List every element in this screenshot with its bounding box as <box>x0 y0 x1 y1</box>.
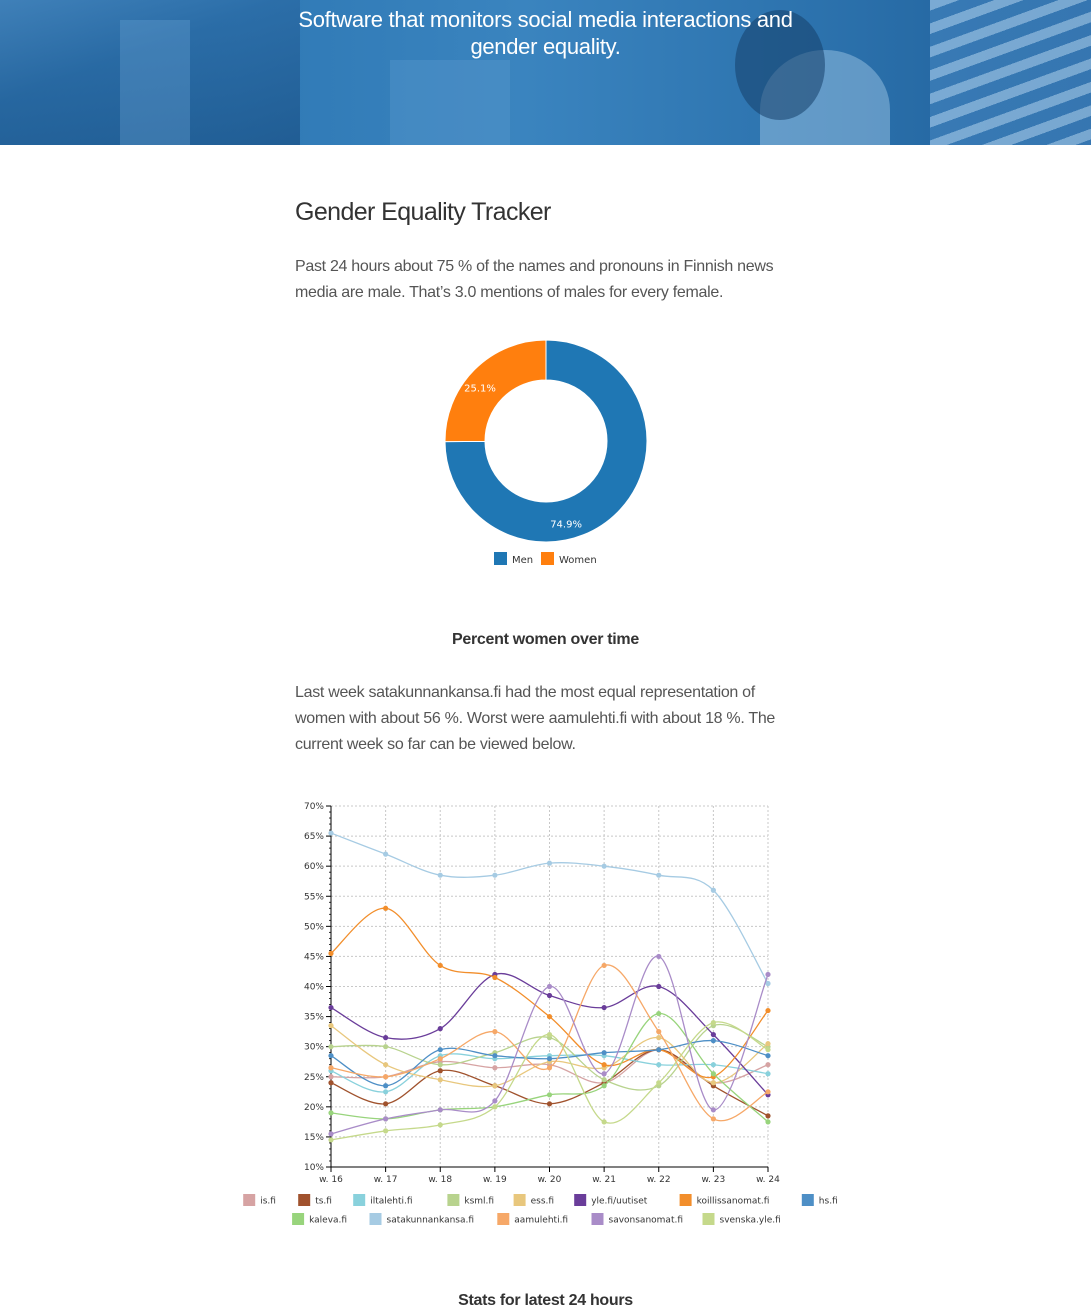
series-point-kaleva-fi <box>602 1083 607 1088</box>
legend-label-satakunnankansa-fi: satakunnankansa.fi <box>386 1215 475 1226</box>
series-point-hs-fi <box>383 1083 388 1088</box>
series-point-svenska-yle-fi <box>492 1104 497 1109</box>
legend-swatch-ess-fi <box>514 1194 526 1206</box>
series-point-hs-fi <box>492 1053 497 1058</box>
x-tick-label: w. 17 <box>373 1175 398 1185</box>
women-percent-line-chart <box>260 795 838 1245</box>
legend-label-aamulehti-fi: aamulehti.fi <box>514 1215 569 1226</box>
series-point-iltalehti-fi <box>656 1062 661 1067</box>
legend-label-iltalehti-fi: iltalehti.fi <box>370 1196 413 1207</box>
series-point-satakunnankansa-fi <box>492 873 497 878</box>
series-point-aamulehti-fi <box>438 1056 443 1061</box>
y-tick-label: 40% <box>303 982 324 993</box>
series-point-satakunnankansa-fi <box>711 888 716 893</box>
series-point-satakunnankansa-fi <box>656 873 661 878</box>
series-point-kaleva-fi <box>711 1071 716 1076</box>
legend-swatch-aamulehti-fi <box>497 1213 509 1225</box>
series-point-yle-fi-uutiset <box>602 1005 607 1010</box>
series-point-ess-fi <box>383 1062 388 1067</box>
series-point-svenska-yle-fi <box>328 1137 333 1142</box>
series-point-kaleva-fi <box>656 1011 661 1016</box>
series-point-svenska-yle-fi <box>765 1047 770 1052</box>
donut-label-women: 25.1% <box>464 383 496 395</box>
series-point-yle-fi-uutiset <box>438 1026 443 1031</box>
hero-tagline-line-2: gender equality. <box>470 34 621 59</box>
series-point-ts-fi <box>765 1113 770 1118</box>
series-point-satakunnankansa-fi <box>765 981 770 986</box>
x-tick-label: w. 19 <box>483 1175 507 1185</box>
y-tick-label: 10% <box>303 1163 324 1173</box>
page-title: Gender Equality Tracker <box>295 198 551 226</box>
series-point-aamulehti-fi <box>711 1116 716 1121</box>
series-point-hs-fi <box>328 1053 333 1058</box>
series-point-koillissanomat-fi <box>383 906 388 911</box>
series-point-yle-fi-uutiset <box>383 1035 388 1040</box>
series-point-ess-fi <box>492 1083 497 1088</box>
legend-label-ksml-fi: ksml.fi <box>464 1196 495 1207</box>
series-point-koillissanomat-fi <box>438 963 443 968</box>
series-point-hs-fi <box>547 1056 552 1061</box>
series-point-hs-fi <box>656 1047 661 1052</box>
series-point-is-fi <box>492 1065 497 1070</box>
series-point-savonsanomat-fi <box>602 1071 607 1076</box>
series-point-satakunnankansa-fi <box>547 861 552 866</box>
y-tick-label: 35% <box>303 1012 324 1023</box>
x-tick-label: w. 16 <box>319 1175 343 1185</box>
legend-swatch-kaleva-fi <box>292 1213 304 1225</box>
y-tick-label: 60% <box>303 862 324 873</box>
weekly-summary-text: Last week satakunnankansa.fi had the most equal representation of women with about 56 %. Worst were aamulehti.fi with about 18 %. The current week so far can be viewed below. <box>295 684 776 753</box>
series-point-hs-fi <box>765 1053 770 1058</box>
series-point-kaleva-fi <box>328 1110 333 1115</box>
series-point-koillissanomat-fi <box>328 951 333 956</box>
legend-label-kaleva-fi: kaleva.fi <box>309 1215 348 1226</box>
series-point-koillissanomat-fi <box>765 1008 770 1013</box>
series-point-savonsanomat-fi <box>656 954 661 959</box>
y-tick-label: 65% <box>303 832 324 843</box>
series-point-hs-fi <box>438 1047 443 1052</box>
legend-label-savonsanomat-fi: savonsanomat.fi <box>608 1215 683 1226</box>
series-point-ksml-fi <box>328 1044 333 1049</box>
series-point-aamulehti-fi <box>602 963 607 968</box>
hero-banner <box>0 0 1091 145</box>
percent-over-time-heading: Percent women over time <box>452 631 639 648</box>
legend-label-is-fi: is.fi <box>260 1196 276 1207</box>
x-tick-label: w. 23 <box>701 1175 726 1185</box>
series-point-svenska-yle-fi <box>438 1122 443 1127</box>
stats-heading: Stats for latest 24 hours <box>458 1292 633 1309</box>
series-point-ts-fi <box>547 1101 552 1106</box>
legend-swatch-savonsanomat-fi <box>592 1213 604 1225</box>
banner-photo-panel-2 <box>390 60 510 145</box>
series-point-savonsanomat-fi <box>547 984 552 989</box>
series-point-aamulehti-fi <box>383 1074 388 1079</box>
series-point-aamulehti-fi <box>656 1029 661 1034</box>
series-point-yle-fi-uutiset <box>656 984 661 989</box>
x-tick-label: w. 20 <box>537 1175 562 1185</box>
x-tick-label: w. 21 <box>592 1175 616 1185</box>
y-tick-label: 45% <box>303 952 324 963</box>
legend-swatch-yle-fi-uutiset <box>574 1194 586 1206</box>
y-tick-label: 30% <box>303 1042 324 1053</box>
series-point-svenska-yle-fi <box>547 1032 552 1037</box>
y-tick-label: 25% <box>303 1072 324 1083</box>
y-tick-label: 55% <box>303 892 324 903</box>
y-tick-label: 20% <box>303 1102 324 1113</box>
series-point-savonsanomat-fi <box>383 1116 388 1121</box>
legend-swatch-svenska-yle-fi <box>703 1213 715 1225</box>
series-point-koillissanomat-fi <box>492 975 497 980</box>
legend-label-ts-fi: ts.fi <box>315 1196 332 1207</box>
series-point-savonsanomat-fi <box>765 972 770 977</box>
legend-label-men: Men <box>512 555 534 566</box>
series-point-svenska-yle-fi <box>602 1119 607 1124</box>
series-point-satakunnankansa-fi <box>438 873 443 878</box>
series-point-ts-fi <box>383 1101 388 1106</box>
legend-label-ess-fi: ess.fi <box>530 1196 555 1207</box>
series-point-ess-fi <box>711 1080 716 1085</box>
series-line-koillissanomat-fi <box>331 908 768 1077</box>
legend-swatch-hs-fi <box>802 1194 814 1206</box>
legend-swatch-ksml-fi <box>447 1194 459 1206</box>
series-point-kaleva-fi <box>547 1092 552 1097</box>
series-point-svenska-yle-fi <box>383 1128 388 1133</box>
legend-label-koillissanomat-fi: koillissanomat.fi <box>696 1196 770 1207</box>
series-point-ess-fi <box>765 1041 770 1046</box>
hero-tagline <box>0 6 1091 60</box>
x-tick-label: w. 18 <box>428 1175 453 1185</box>
x-tick-label: w. 22 <box>646 1175 671 1185</box>
series-point-hs-fi <box>602 1050 607 1055</box>
series-point-aamulehti-fi <box>328 1065 333 1070</box>
series-point-savonsanomat-fi <box>492 1098 497 1103</box>
legend-label-hs-fi: hs.fi <box>818 1196 838 1207</box>
legend-swatch-satakunnankansa-fi <box>370 1213 382 1225</box>
legend-swatch-iltalehti-fi <box>353 1194 365 1206</box>
legend-swatch-women <box>541 552 554 565</box>
series-point-ksml-fi <box>383 1044 388 1049</box>
series-point-koillissanomat-fi <box>547 1014 552 1019</box>
series-point-yle-fi-uutiset <box>547 993 552 998</box>
series-point-is-fi <box>765 1062 770 1067</box>
series-point-yle-fi-uutiset <box>328 1005 333 1010</box>
series-point-satakunnankansa-fi <box>602 864 607 869</box>
series-point-yle-fi-uutiset <box>711 1032 716 1037</box>
hero-tagline-line-1: Software that monitors social media interactions and <box>298 7 793 32</box>
legend-swatch-men <box>494 552 507 565</box>
donut-label-men: 74.9% <box>550 519 582 531</box>
series-point-aamulehti-fi <box>492 1029 497 1034</box>
series-point-savonsanomat-fi <box>711 1107 716 1112</box>
series-point-koillissanomat-fi <box>602 1062 607 1067</box>
series-point-iltalehti-fi <box>765 1071 770 1076</box>
series-point-ksml-fi <box>602 1077 607 1082</box>
series-point-is-fi <box>328 1074 333 1079</box>
intro-text: Past 24 hours about 75 % of the names and pronouns in Finnish news media are male. That’s 3.0 mentions of males for every female. <box>295 258 774 301</box>
series-point-svenska-yle-fi <box>711 1020 716 1025</box>
gender-donut-chart <box>406 330 686 580</box>
series-point-savonsanomat-fi <box>438 1107 443 1112</box>
legend-swatch-ts-fi <box>298 1194 310 1206</box>
series-point-ksml-fi <box>438 1062 443 1067</box>
y-tick-label: 15% <box>303 1132 324 1143</box>
series-point-hs-fi <box>711 1038 716 1043</box>
series-point-aamulehti-fi <box>765 1089 770 1094</box>
series-point-iltalehti-fi <box>711 1062 716 1067</box>
series-point-ess-fi <box>438 1077 443 1082</box>
series-point-satakunnankansa-fi <box>383 852 388 857</box>
series-point-savonsanomat-fi <box>328 1131 333 1136</box>
series-point-ts-fi <box>328 1080 333 1085</box>
legend-label-yle-fi-uutiset: yle.fi/uutiset <box>591 1196 648 1207</box>
legend-swatch-is-fi <box>243 1194 255 1206</box>
series-point-ess-fi <box>656 1035 661 1040</box>
y-tick-label: 50% <box>303 922 324 933</box>
legend-label-svenska-yle-fi: svenska.yle.fi <box>719 1215 781 1226</box>
series-point-aamulehti-fi <box>547 1065 552 1070</box>
legend-swatch-koillissanomat-fi <box>680 1194 692 1206</box>
x-tick-label: w. 24 <box>756 1175 780 1185</box>
series-point-ts-fi <box>438 1068 443 1073</box>
series-point-kaleva-fi <box>765 1119 770 1124</box>
y-tick-label: 70% <box>303 802 324 812</box>
series-point-iltalehti-fi <box>383 1089 388 1094</box>
series-point-satakunnankansa-fi <box>328 830 333 835</box>
legend-label-women: Women <box>559 555 597 566</box>
series-point-ess-fi <box>328 1023 333 1028</box>
series-point-svenska-yle-fi <box>656 1080 661 1085</box>
